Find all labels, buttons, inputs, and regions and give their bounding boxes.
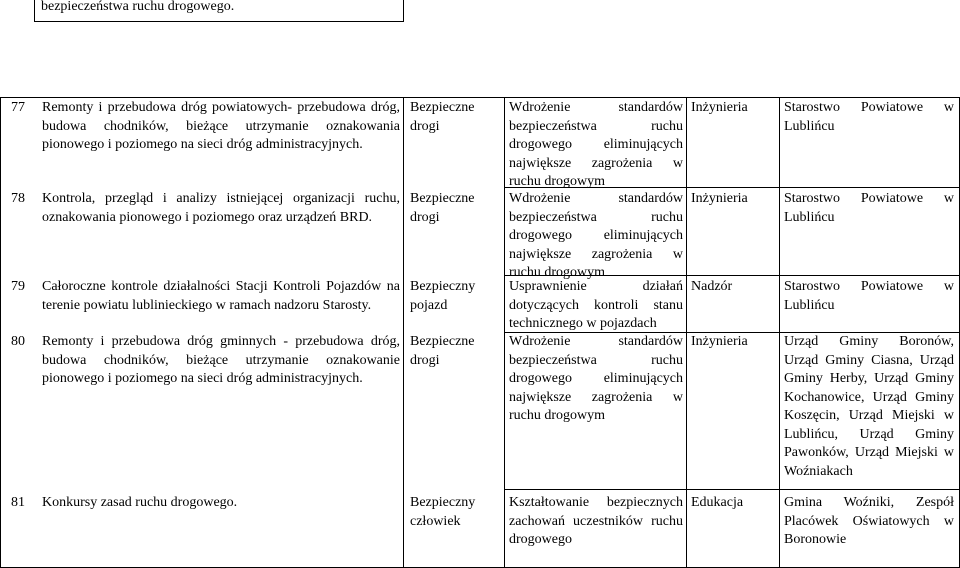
table-border: [403, 97, 404, 568]
goal-text: Kształtowanie bezpiecznych zachowań uczestników ruchu drogowego: [509, 495, 683, 547]
priority-area: Bezpieczny pojazd: [410, 279, 476, 313]
action-type: Inżynieria: [691, 191, 748, 206]
header-fragment-text: bezpieczeństwa ruchu drogowego.: [41, 0, 235, 14]
task-description: Konkursy zasad ruchu drogowego.: [42, 495, 238, 510]
priority-area: Bezpieczne drogi: [410, 334, 475, 368]
row-number: 79: [11, 279, 25, 294]
action-type: Inżynieria: [691, 100, 748, 115]
responsible-entity: Starostwo Powiatowe w Lublińcu: [784, 191, 954, 225]
responsible-entity: Starostwo Powiatowe w Lublińcu: [784, 279, 954, 313]
action-type: Inżynieria: [691, 334, 748, 349]
responsible-entity: Starostwo Powiatowe w Lublińcu: [784, 100, 954, 134]
priority-area: Bezpieczne drogi: [410, 100, 475, 134]
table-border: [34, 0, 35, 21]
row-number: 80: [11, 334, 25, 349]
table-border: [0, 97, 960, 98]
row-number: 81: [11, 495, 25, 510]
task-description: Całoroczne kontrole działalności Stacji Kontroli Pojazdów na terenie powiatu lublinieckiego w ramach nadzoru Starosty.: [42, 279, 400, 313]
action-type: Edukacja: [691, 495, 744, 510]
priority-area: Bezpieczne drogi: [410, 191, 475, 225]
action-type: Nadzór: [691, 279, 733, 294]
task-description: Remonty i przebudowa dróg gminnych - przebudowa dróg, budowa chodników, bieżące utrzymanie oznakowanie pionowego i poziomego na sieci dróg administracyjnych.: [42, 334, 400, 386]
table-border: [34, 21, 404, 22]
priority-area: Bezpieczny człowiek: [410, 495, 476, 529]
responsible-entity: Urząd Gminy Boronów, Urząd Gminy Ciasna, Urząd Gminy Herby, Urząd Gminy Kochanowice, Urząd Gminy Koszęcin, Urząd Miejski w Lublińcu, Urząd Gminy Pawonków, Urząd Miejski w Woźniakach: [784, 334, 954, 479]
table-border: [504, 489, 960, 490]
responsible-entity: Gmina Woźniki, Zespół Placówek Oświatowych w Boronowie: [784, 495, 954, 547]
task-description: Remonty i przebudowa dróg powiatowych- przebudowa dróg, budowa chodników, bieżące utrzymanie oznakowania pionowego i poziomego na sieci dróg administracyjnych.: [42, 100, 400, 152]
task-description: Kontrola, przegląd i analizy istniejącej organizacji ruchu, oznakowania pionowego i poziomego oraz urządzeń BRD.: [42, 191, 400, 225]
goal-text: Wdrożenie standardów bezpieczeństwa ruchu drogowego eliminujących największe zagrożenia w ruchu drogowym: [509, 100, 683, 189]
goal-text: Wdrożenie standardów bezpieczeństwa ruchu drogowego eliminujących największe zagrożenia w ruchu drogowym: [509, 191, 683, 280]
table-border: [403, 0, 404, 21]
goal-text: Usprawnienie działań dotyczących kontroli stanu technicznego w pojazdach: [509, 279, 683, 331]
table-border: [0, 97, 1, 568]
goal-text: Wdrożenie standardów bezpieczeństwa ruchu drogowego eliminujących największe zagrożenia w ruchu drogowym: [509, 334, 683, 423]
row-number: 78: [11, 191, 25, 206]
row-number: 77: [11, 100, 25, 115]
